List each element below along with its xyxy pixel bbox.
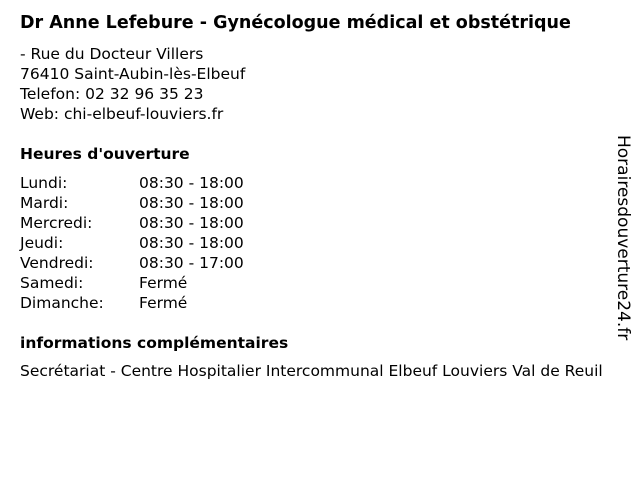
hours-row [20,273,244,293]
hours-row [20,233,244,253]
hours-day: Mercredi: [20,214,93,232]
hours-row [20,193,244,213]
hours-day: Samedi: [20,274,84,292]
site-brand-vertical[interactable]: Horairesdouverture24.fr [613,135,633,341]
city-address: 76410 Saint-Aubin-lès-Elbeuf [20,65,246,83]
hours-row [20,173,244,193]
hours-day: Vendredi: [20,254,94,272]
web-link[interactable]: chi-elbeuf-louviers.fr [63,105,224,123]
hours-day: Dimanche: [20,294,104,312]
hours-time: 08:30 - 17:00 [139,254,244,272]
address-block [20,44,610,124]
street-address: - Rue du Docteur Villers [20,45,204,63]
info-text: Secrétariat - Centre Hospitalier Intercommunal Elbeuf Louviers Val de Reuil [20,362,603,380]
hours-row [20,213,244,233]
phone-number[interactable]: 02 32 96 35 23 [85,85,204,103]
hours-day: Lundi: [20,174,68,192]
hours-time: 08:30 - 18:00 [139,234,244,252]
info-heading: informations complémentaires [20,334,289,352]
page-title: Dr Anne Lefebure - Gynécologue médical et obstétrique [20,13,571,33]
hours-table [20,173,244,313]
hours-time: 08:30 - 18:00 [139,194,244,212]
hours-time: 08:30 - 18:00 [139,214,244,232]
hours-day: Mardi: [20,194,69,212]
hours-heading: Heures d'ouverture [20,145,190,163]
web-line [20,104,610,124]
hours-time: Fermé [139,274,188,292]
web-label: Web: [20,105,60,123]
hours-time: 08:30 - 18:00 [139,174,244,192]
hours-row [20,293,244,313]
phone-line [20,84,610,104]
hours-row [20,253,244,273]
hours-time: Fermé [139,294,188,312]
hours-day: Jeudi: [20,234,64,252]
phone-label: Telefon: [20,85,81,103]
listing-page [20,12,610,381]
